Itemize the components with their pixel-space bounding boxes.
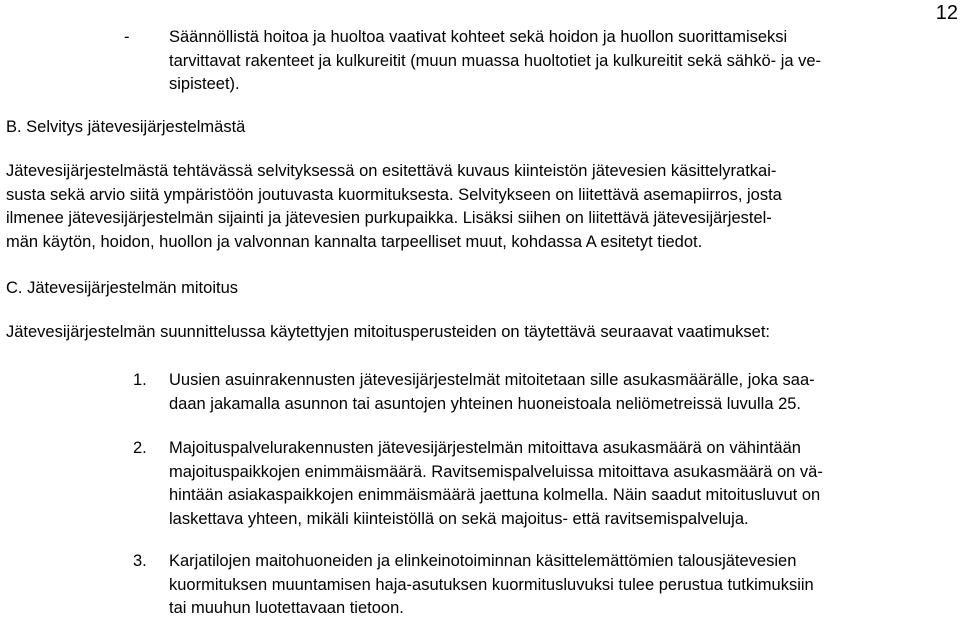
item-line: daan jakamalla asunnon tai asuntojen yhteinen huoneistoala neliömetreissä luvulla 25. bbox=[169, 394, 802, 413]
item-line: hintään asiakaspaikkojen enimmäismäärä jaettuna kolmella. Näin saadut mitoitusluvut on bbox=[169, 486, 821, 504]
section-b-paragraph bbox=[6, 160, 782, 254]
bullet-text bbox=[169, 26, 821, 97]
paragraph-line: susta sekä arvio siitä ympäristöön joutuvasta kuormituksesta. Selvitykseen on liitettävä asemapiirros, josta bbox=[6, 185, 782, 204]
item-line: tai muuhun luotettavaan tietoon. bbox=[169, 599, 404, 617]
item-line: Uusien asuinrakennusten jätevesijärjestelmät mitoitetaan sille asukasmäärälle, joka saa- bbox=[169, 371, 815, 389]
item-line: Karjatilojen maitohuoneiden ja elinkeinotoiminnan käsittelemättömien talousjätevesien bbox=[169, 552, 797, 570]
bullet-marker: - bbox=[124, 28, 130, 46]
item-line: laskettava yhteen, mikäli kiinteistöllä on sekä majoitus- että ravitsemispalveluja. bbox=[169, 509, 749, 528]
item-line: majoituspaikkojen enimmäismäärä. Ravitsemispalveluissa mitoittava asukasmäärä on vä- bbox=[169, 462, 823, 481]
paragraph-line: Jätevesijärjestelmästä tehtävässä selvityksessä on esitettävä kuvaus kiinteistön jätevesien käsittelyratkai- bbox=[6, 162, 777, 180]
paragraph-line: ilmenee jätevesijärjestelmän sijainti ja jätevesien purkupaikka. Lisäksi siihen on liitettävä jätevesijärjestel- bbox=[6, 209, 772, 227]
section-c-heading: C. Jätevesijärjestelmän mitoitus bbox=[6, 279, 238, 297]
section-c-intro bbox=[6, 321, 770, 345]
item-line: Majoituspalvelurakennusten jätevesijärjestelmän mitoittava asukasmäärä on vähintään bbox=[169, 439, 801, 457]
section-b-heading: B. Selvitys jätevesijärjestelmästä bbox=[6, 118, 246, 136]
item-number: 1. bbox=[133, 371, 147, 389]
item-line: kuormituksen muuntamisen haja-asutuksen kuormitusluvuksi tulee perustua tutkimuksiin bbox=[169, 575, 814, 594]
item-text bbox=[169, 550, 814, 621]
page-number: 12 bbox=[935, 2, 958, 24]
item-number: 2. bbox=[133, 439, 147, 457]
paragraph-line: män käytön, hoidon, huollon ja valvonnan kannalta tarpeelliset muut, kohdassa A esitetyt tiedot. bbox=[6, 232, 703, 251]
paragraph-line: Jätevesijärjestelmän suunnittelussa käytettyjen mitoitusperusteiden on täytettävä seuraavat vaatimukset: bbox=[6, 323, 770, 341]
item-text bbox=[169, 369, 815, 416]
bullet-line: sipisteet). bbox=[169, 75, 240, 93]
bullet-line: tarvittavat rakenteet ja kulkureitit (muun muassa huoltotiet ja kulkureitit sekä sähkö- ja ve- bbox=[169, 51, 822, 70]
item-text bbox=[169, 437, 823, 531]
item-number: 3. bbox=[133, 552, 147, 570]
bullet-line: Säännöllistä hoitoa ja huoltoa vaativat kohteet sekä hoidon ja huollon suorittamiseksi bbox=[169, 28, 788, 46]
